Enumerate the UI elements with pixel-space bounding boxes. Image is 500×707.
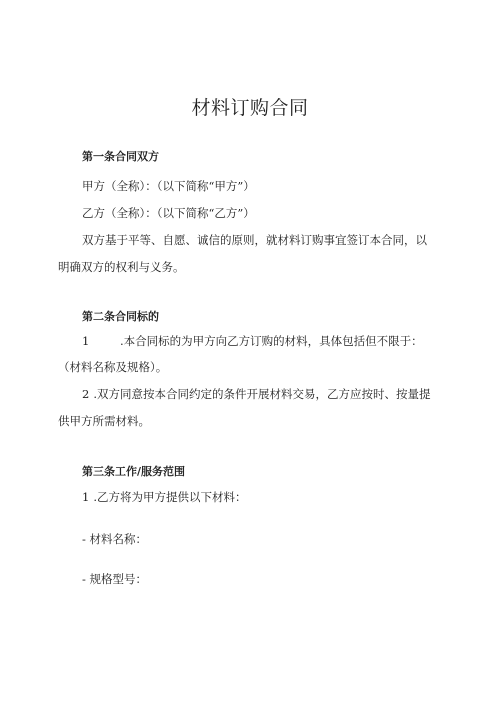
item-number: 2 (82, 387, 90, 401)
party-b-line: 乙方（全称）：（以下简称“乙方”） (82, 206, 255, 220)
section-3-item-1 (82, 490, 246, 504)
section-3-heading: 第三条工作/服务范围 (82, 465, 186, 478)
party-a-line: 甲方（全称）：（以下简称“甲方”） (82, 179, 255, 193)
section-2-item-1-line-1 (82, 334, 423, 348)
item-text: .乙方将为甲方提供以下材料： (93, 490, 247, 504)
section-2-item-2-line-2: 供甲方所需材料。 (58, 414, 150, 428)
section-1-paragraph-line-2: 明确双方的权利与义务。 (58, 260, 185, 274)
material-name-line: - 材料名称： (82, 532, 148, 546)
item-number: 1 (82, 334, 90, 348)
spec-model-line: - 规格型号： (82, 572, 148, 586)
section-2-item-2-line-1 (82, 387, 430, 401)
item-text: .本合同标的为甲方向乙方订购的材料，具体包括但不限于： (120, 334, 423, 348)
section-1-heading: 第一条合同双方 (82, 150, 159, 163)
section-1-paragraph-line-1: 双方基于平等、自愿、诚信的原则，就材料订购事宜签订本合同，以 (82, 233, 427, 247)
section-2-item-1-line-2: （材料名称及规格）。 (58, 360, 168, 374)
item-number: 1 (82, 490, 90, 504)
section-2-heading: 第二条合同标的 (82, 310, 159, 323)
document-title: 材料订购合同 (191, 97, 309, 119)
item-text: .双方同意按本合同约定的条件开展材料交易，乙方应按时、按量提 (93, 387, 431, 401)
